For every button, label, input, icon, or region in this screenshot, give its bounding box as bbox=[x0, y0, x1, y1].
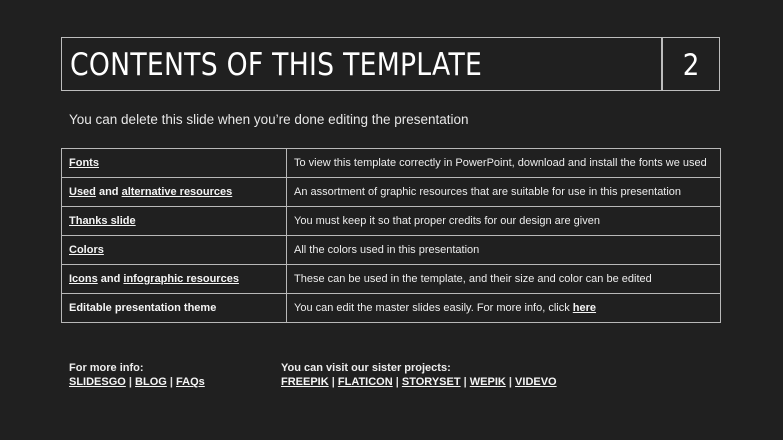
sister-projects-label: You can visit our sister projects: bbox=[281, 362, 451, 374]
link-faqs[interactable]: FAQs bbox=[176, 376, 205, 388]
link-storyset[interactable]: STORYSET bbox=[401, 376, 461, 388]
subtitle: You can delete this slide when you’re done editing the presentation bbox=[69, 112, 469, 127]
table-row bbox=[62, 207, 721, 236]
table-row bbox=[62, 236, 721, 265]
row-label bbox=[62, 149, 287, 178]
separator: | bbox=[331, 376, 335, 388]
table-row bbox=[62, 149, 721, 178]
page-title: CONTENTS OF THIS TEMPLATE bbox=[70, 47, 483, 83]
row-label-connector: and bbox=[97, 273, 124, 285]
row-description: These can be used in the template, and their size and color can be edited bbox=[287, 265, 721, 294]
link-thanks-slide[interactable]: Thanks slide bbox=[69, 215, 136, 227]
footer-sister-projects bbox=[281, 361, 557, 389]
row-description: You must keep it so that proper credits for our design are given bbox=[287, 207, 721, 236]
row-description: To view this template correctly in PowerPoint, download and install the fonts we used bbox=[287, 149, 721, 178]
table-row bbox=[62, 265, 721, 294]
contents-table bbox=[61, 148, 721, 323]
row-label bbox=[62, 207, 287, 236]
row-label bbox=[62, 178, 287, 207]
row-label bbox=[62, 265, 287, 294]
link-infographic-resources[interactable]: infographic resources bbox=[123, 273, 239, 285]
link-alternative-resources[interactable]: alternative resources bbox=[121, 186, 233, 198]
link-blog[interactable]: BLOG bbox=[135, 376, 167, 388]
separator: | bbox=[169, 376, 173, 388]
link-colors[interactable]: Colors bbox=[69, 244, 104, 256]
row-description: All the colors used in this presentation bbox=[287, 236, 721, 265]
more-info-label: For more info: bbox=[69, 362, 144, 374]
title-divider bbox=[661, 38, 663, 90]
link-freepik[interactable]: FREEPIK bbox=[281, 376, 329, 388]
separator: | bbox=[463, 376, 467, 388]
link-wepik[interactable]: WEPIK bbox=[469, 376, 506, 388]
separator: | bbox=[395, 376, 399, 388]
link-here[interactable]: here bbox=[572, 302, 597, 314]
footer-more-info bbox=[69, 361, 205, 389]
separator: | bbox=[128, 376, 132, 388]
link-slidesgo[interactable]: SLIDESGO bbox=[69, 376, 126, 388]
link-icons[interactable]: Icons bbox=[69, 273, 98, 285]
row-label-connector: and bbox=[95, 186, 122, 198]
slide-number: 2 bbox=[682, 48, 700, 82]
table-row bbox=[62, 178, 721, 207]
link-used[interactable]: Used bbox=[69, 186, 96, 198]
row-description: An assortment of graphic resources that are suitable for use in this presentation bbox=[287, 178, 721, 207]
row-description-text: You can edit the master slides easily. For more info, click bbox=[294, 302, 573, 314]
link-fonts[interactable]: Fonts bbox=[69, 157, 99, 169]
row-description bbox=[287, 294, 721, 323]
more-info-links bbox=[69, 375, 205, 389]
row-label: Editable presentation theme bbox=[62, 294, 287, 323]
row-label bbox=[62, 236, 287, 265]
link-flaticon[interactable]: FLATICON bbox=[337, 376, 393, 388]
sister-projects-links bbox=[281, 375, 557, 389]
separator: | bbox=[508, 376, 512, 388]
link-videvo[interactable]: VIDEVO bbox=[515, 376, 557, 388]
title-box bbox=[61, 37, 720, 91]
table-row bbox=[62, 294, 721, 323]
